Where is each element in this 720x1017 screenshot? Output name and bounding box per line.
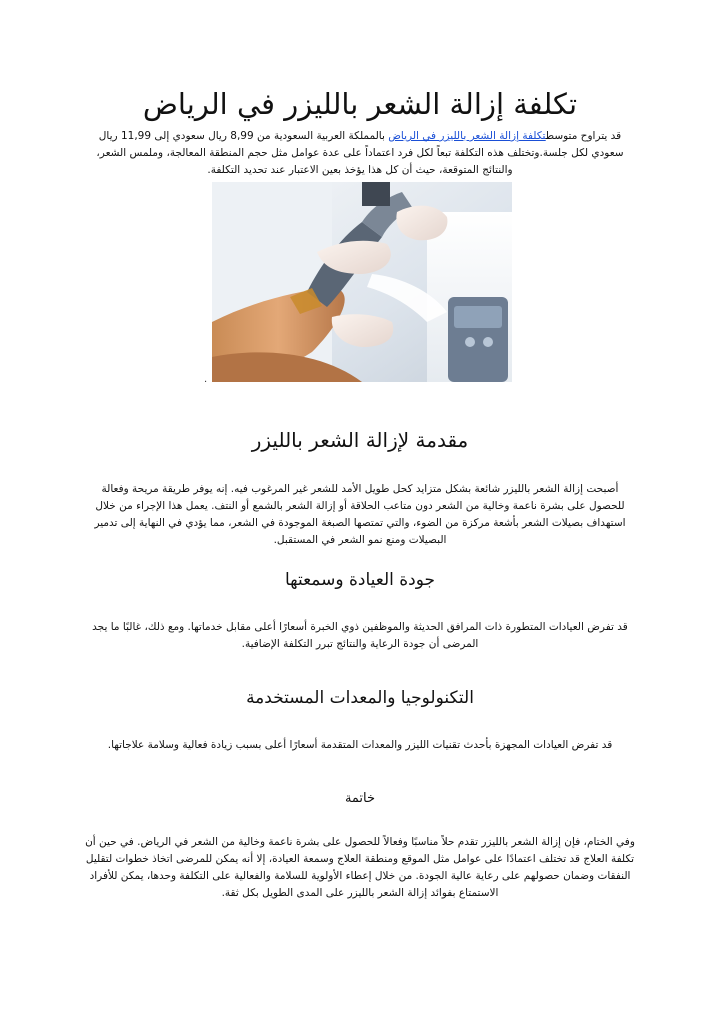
section-body-quality: قد تفرض العيادات المتطورة ذات المرافق الحديثة والموظفين ذوي الخبرة أسعارًا أعلى مقابل خدماتها. ومع ذلك، غالبًا ما يجد المرضى أن جودة الرعاية والنتائج تبرر التكلفة الإضافية. [92, 621, 628, 650]
section-quality-body-block [85, 619, 635, 653]
section-heading-conclusion: خاتمة [344, 791, 376, 806]
price-link[interactable]: تكلفة إزالة الشعر بالليزر في الرياض [388, 130, 546, 142]
section-body-technology: قد تفرض العيادات المجهزة بأحدث تقنيات الليزر والمعدات المتقدمة أسعارًا أعلى بسبب زيادة فعالية وسلامة علاجاتها. [107, 739, 613, 751]
intro-block [85, 128, 635, 179]
section-heading-intro: مقدمة لإزالة الشعر بالليزر [251, 428, 469, 452]
section-conclusion-body-block [85, 834, 635, 902]
section-intro-body-block [85, 481, 635, 549]
section-heading-technology: التكنولوجيا والمعدات المستخدمة [246, 688, 474, 708]
intro-text-before: قد يتراوح متوسط [545, 130, 622, 142]
hero-image-icon [212, 182, 512, 382]
page-title: تكلفة إزالة الشعر بالليزر في الرياض [142, 87, 578, 121]
section-quality-heading-block [85, 566, 635, 594]
section-conclusion-heading-block [85, 785, 635, 813]
title-block [85, 86, 635, 122]
section-body-intro: أصبحت إزالة الشعر بالليزر شائعة بشكل متزايد كحل طويل الأمد للشعر غير المرغوب فيه. إنه يوفر طريقة مريحة وفعالة للحصول على بشرة ناعمة وخالية من الشعر دون متاعب الحلاقة أو إزالة الشعر بالشمع أو النتف. يعمل هذا الإجراء من خلال استهداف بصيلات الشعر بأشعة مركزة من الضوء، والتي تمتصها الصبغة الموجودة في الشعر، مما يؤدي في النهاية إلى تدمير البصيلات ومنع نمو الشعر في المستقبل. [94, 483, 626, 546]
image-caption-dot: . [204, 374, 208, 385]
laser-treatment-image [212, 182, 512, 382]
intro-paragraph [85, 128, 635, 179]
intro-text-after: بالمملكة العربية السعودية من 8,99 ريال سعودي إلى 11,99 ريال سعودي لكل جلسة.وتختلف هذه التكلفة تبعاً لكل فرد اعتماداً على عدة عوامل مثل حجم المنطقة المعالجة، وملمس الشعر، والنتائج المتوقعة، حيث أن كل هذا يؤخذ بعين الاعتبار عند تحديد التكلفة. [96, 130, 624, 176]
section-tech-heading-block [85, 684, 635, 712]
section-heading-quality: جودة العيادة وسمعتها [284, 570, 436, 590]
section-body-conclusion: وفي الختام، فإن إزالة الشعر بالليزر تقدم حلاً مناسبًا وفعالاً للحصول على بشرة ناعمة وخالية من الشعر في الرياض. في حين أن تكلفة العلاج قد تختلف اعتمادًا على عوامل مثل الموقع ومنطقة العلاج وسمعة العيادة، إلا أنه يمكن للمرضى اتخاذ خطوات لتقليل النفقات وضمان حصولهم على رعاية عالية الجودة. من خلال إعطاء الأولوية للسلامة والفعالية على التكلفة وحدها، يمكن للأفراد الاستمتاع بفوائد إزالة الشعر بالليزر على المدى الطويل بكل ثقة. [85, 836, 635, 899]
section-tech-body-block [85, 737, 635, 754]
section-intro-heading-block [85, 426, 635, 454]
